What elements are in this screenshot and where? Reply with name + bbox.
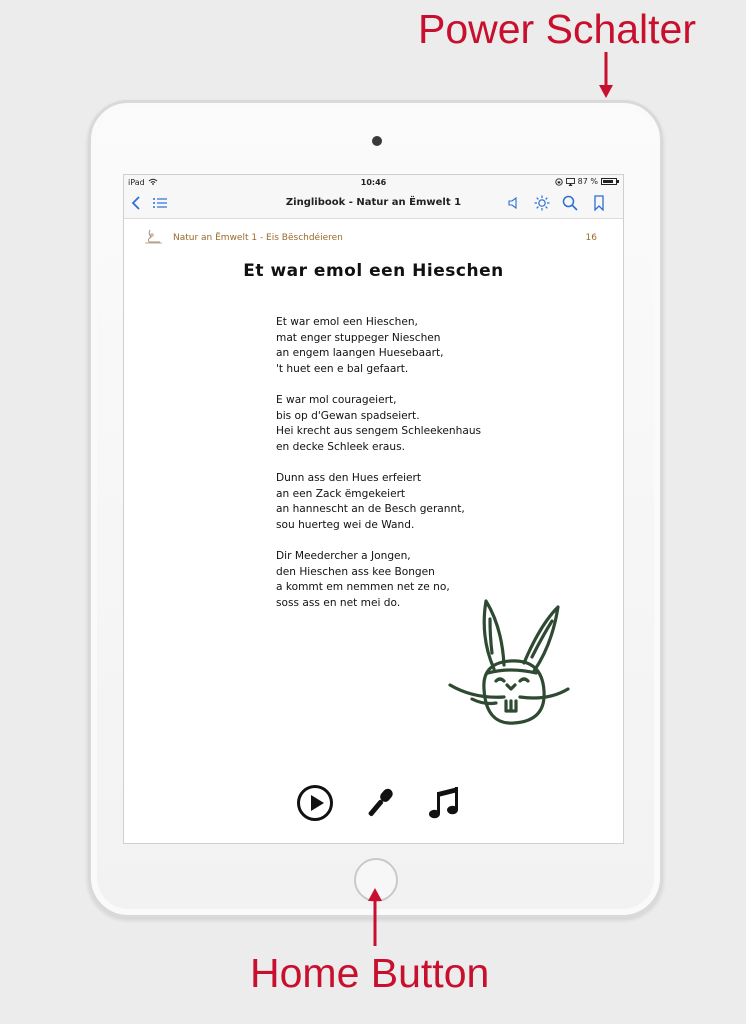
page-number: 16 — [585, 233, 597, 243]
search-icon[interactable] — [562, 195, 578, 211]
media-controls — [124, 782, 623, 822]
chapter-bar — [124, 227, 623, 247]
power-arrow-icon — [596, 52, 616, 100]
chapter-title: Natur an Ëmwelt 1 - Eis Bëschdéieren — [173, 233, 343, 243]
play-button[interactable] — [296, 784, 334, 822]
poem-line: en decke Schleek eraus. — [276, 440, 406, 453]
poem-line: mat enger stuppeger Nieschen — [276, 331, 441, 344]
poem-line: Hei krecht aus sengem Schleekenhaus — [276, 425, 482, 438]
brightness-icon[interactable] — [534, 195, 550, 211]
poem-line: 't huet een e bal gefaart. — [276, 362, 409, 375]
poem-line: soss ass en net mei do. — [276, 596, 401, 609]
poem-line: Et war emol een Hieschen, — [276, 316, 418, 328]
navigation-bar — [124, 189, 623, 219]
microphone-button[interactable] — [361, 784, 399, 822]
battery-percent: 87 % — [577, 177, 598, 186]
screen — [123, 174, 624, 844]
poem-line: den Hieschen ass kee Bongen — [276, 565, 435, 578]
stanza — [276, 393, 536, 455]
chapter-logo-icon — [144, 229, 164, 245]
home-arrow-icon — [365, 888, 385, 948]
poem-line: an een Zack ëmgekeiert — [276, 487, 406, 500]
battery-icon — [601, 178, 617, 185]
stanza — [276, 471, 536, 533]
poem-line: Dunn ass den Hues erfeiert — [276, 471, 422, 484]
poem-line: an hannescht an de Besch gerannt, — [276, 503, 465, 516]
poem-line: a kommt em nemmen net ze no, — [276, 581, 450, 594]
status-device: iPad — [128, 178, 145, 187]
orientation-lock-icon — [555, 178, 563, 186]
camera-icon — [372, 136, 382, 146]
poem-text — [276, 315, 536, 627]
poem-line: E war mol courageiert, — [276, 393, 397, 406]
page-title: Zinglibook - Natur an Ëmwelt 1 — [285, 197, 462, 208]
home-button-label: Home Button — [250, 950, 490, 996]
power-switch-label: Power Schalter — [418, 6, 697, 52]
stanza — [276, 315, 536, 377]
poem-title: Et war emol een Hieschen — [243, 261, 504, 281]
airplay-icon — [566, 178, 575, 186]
poem-line: an engem laangen Huesebaart, — [276, 347, 444, 360]
music-button[interactable] — [426, 784, 464, 822]
bookmark-icon[interactable] — [593, 195, 605, 211]
battery-fill — [603, 180, 613, 183]
status-time: 10:46 — [360, 178, 387, 187]
poem-line: sou huerteg wei de Wand. — [276, 518, 415, 531]
poem-line: bis op d'Gewan spadseiert. — [276, 409, 420, 422]
bunny-illustration-icon — [444, 597, 574, 747]
status-right — [555, 177, 617, 186]
poem-line: Dir Meedercher a Jongen, — [276, 549, 411, 562]
speaker-icon[interactable] — [507, 195, 521, 211]
status-bar — [124, 175, 623, 189]
